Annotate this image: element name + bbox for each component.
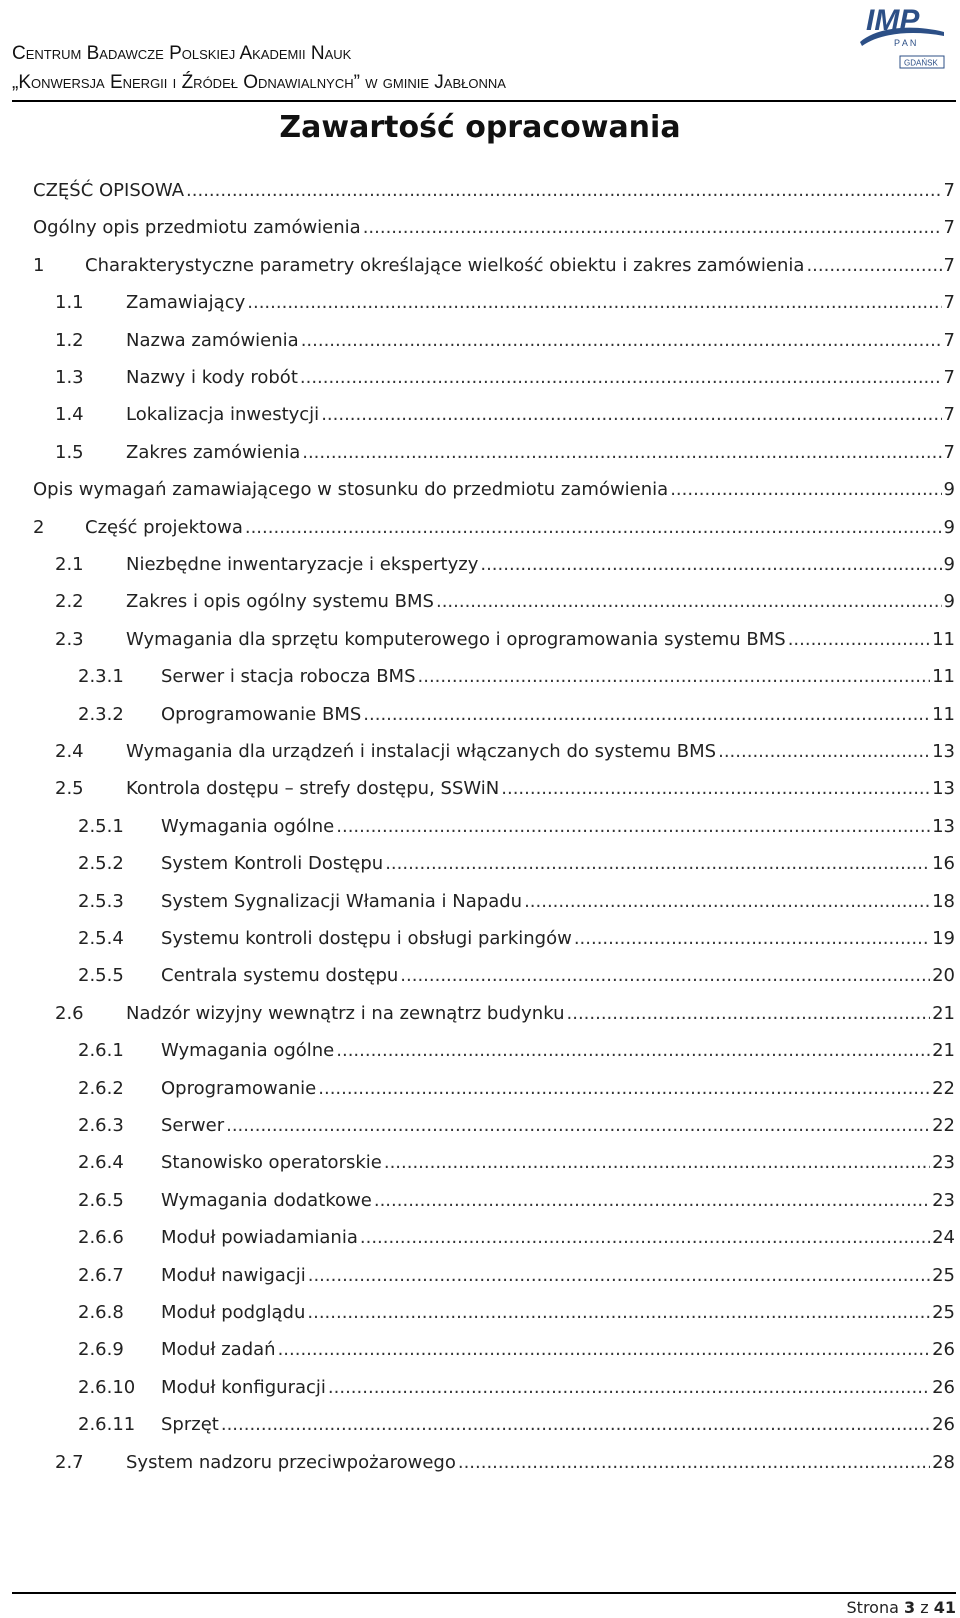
toc-entry-number: 2.2: [55, 591, 84, 613]
toc-entry-number: 2.6.10: [78, 1376, 136, 1398]
toc-entry-page: 7: [943, 367, 955, 388]
toc-entry[interactable]: [0, 179, 960, 203]
toc-entry-number: 2.4: [55, 741, 84, 762]
toc-entry[interactable]: [0, 441, 960, 465]
toc-entry-title: Niezbędne inwentaryzacje i ekspertyzy: [126, 554, 479, 575]
toc-dot-leader: [226, 1114, 930, 1138]
toc-entry[interactable]: [0, 516, 960, 540]
toc-entry-title: Część projektowa: [85, 516, 243, 538]
toc-dot-leader: [318, 1077, 930, 1101]
toc-entry[interactable]: [0, 1189, 960, 1213]
toc-entry[interactable]: [0, 890, 960, 914]
toc-entry-title: Serwer i stacja robocza BMS: [161, 666, 416, 688]
toc-entry[interactable]: [0, 1226, 960, 1250]
toc-entry-page: 22: [932, 1115, 955, 1136]
toc-entry-number: 1: [33, 254, 45, 276]
toc-entry[interactable]: [0, 1413, 960, 1437]
toc-entry-number: 1.5: [55, 441, 84, 463]
toc-entry-number: 2.5: [55, 778, 84, 800]
toc-entry[interactable]: [0, 740, 960, 764]
toc-entry[interactable]: [0, 628, 960, 652]
toc-dot-leader: [336, 1039, 930, 1063]
toc-dot-leader: [384, 1151, 930, 1175]
toc-entry-title: Moduł zadań: [161, 1339, 276, 1361]
toc-entry[interactable]: [0, 1077, 960, 1101]
toc-entry[interactable]: [0, 590, 960, 614]
toc-entry-number: 2.3.1: [78, 666, 124, 688]
toc-entry-page: 13: [932, 778, 955, 800]
toc-entry-title: Nazwy i kody robót: [126, 367, 298, 388]
page-label: Strona: [846, 1598, 899, 1617]
toc-entry-title: Wymagania dla urządzeń i instalacji włączanych do systemu BMS: [126, 741, 717, 762]
toc-entry-number: 2.6: [55, 1002, 84, 1024]
toc-dot-leader: [278, 1338, 931, 1362]
toc-entry-number: 2.6.11: [78, 1414, 136, 1436]
imp-pan-logo: [852, 2, 952, 74]
toc-dot-leader: [788, 628, 930, 652]
toc-dot-leader: [718, 740, 930, 764]
toc-entry-page: 22: [932, 1077, 955, 1099]
toc-entry-title: Moduł nawigacji: [161, 1264, 306, 1286]
toc-entry-number: 1.3: [55, 367, 84, 388]
toc-dot-leader: [301, 329, 942, 353]
toc-dot-leader: [501, 777, 930, 801]
toc-dot-leader: [806, 254, 941, 278]
toc-entry-page: 7: [943, 404, 955, 426]
toc-entry[interactable]: [0, 852, 960, 876]
toc-entry-number: 2.3.2: [78, 703, 124, 725]
toc-entry-page: 20: [932, 965, 955, 987]
toc-entry-title: Wymagania dla sprzętu komputerowego i oprogramowania systemu BMS: [126, 628, 786, 650]
toc-entry-page: 11: [932, 703, 955, 725]
toc-dot-leader: [567, 1002, 931, 1026]
toc-entry-page: 21: [932, 1040, 955, 1062]
toc-entry[interactable]: [0, 1376, 960, 1400]
toc-entry-page: 9: [943, 554, 955, 575]
logo-text: IMP: [866, 4, 920, 37]
toc-entry-title: Systemu kontroli dostępu i obsługi parkingów: [161, 928, 572, 949]
toc-entry-title: Lokalizacja inwestycji: [126, 404, 320, 426]
toc-dot-leader: [321, 403, 941, 427]
toc-entry[interactable]: [0, 1451, 960, 1475]
toc-entry-title: Moduł powiadamiania: [161, 1227, 358, 1249]
toc-entry-number: 2.6.7: [78, 1264, 124, 1286]
toc-entry[interactable]: [0, 366, 960, 390]
toc-entry-page: 19: [932, 928, 955, 949]
toc-entry[interactable]: [0, 927, 960, 951]
toc-entry[interactable]: [0, 1264, 960, 1288]
toc-entry[interactable]: [0, 777, 960, 801]
toc-entry[interactable]: [0, 815, 960, 839]
org-name-line1: Centrum Badawcze Polskiej Akademii Nauk: [12, 43, 352, 64]
toc-entry-number: 2: [33, 516, 45, 538]
page-total: 41: [933, 1598, 956, 1617]
toc-entry[interactable]: [0, 254, 960, 278]
toc-entry-title: Oprogramowanie: [161, 1077, 317, 1099]
toc-entry-page: 7: [943, 441, 955, 463]
toc-entry-number: 2.7: [55, 1451, 84, 1473]
toc-dot-leader: [336, 815, 930, 839]
toc-entry-page: 25: [932, 1302, 955, 1323]
toc-entry-title: Zakres zamówienia: [126, 441, 301, 463]
toc-entry[interactable]: [0, 1114, 960, 1138]
toc-entry-number: 2.5.3: [78, 890, 124, 912]
toc-entry-title: Wymagania dodatkowe: [161, 1189, 372, 1211]
toc-entry[interactable]: [0, 703, 960, 727]
toc-entry-number: 1.2: [55, 329, 84, 351]
page-footer: [12, 1592, 956, 1617]
toc-entry-title: Sprzęt: [161, 1414, 219, 1436]
toc-dot-leader: [245, 516, 942, 540]
toc-entry[interactable]: [0, 216, 960, 240]
toc-entry-page: 11: [932, 628, 955, 650]
toc-entry-page: 21: [932, 1002, 955, 1024]
toc-entry-number: 2.6.3: [78, 1115, 124, 1136]
page-header: [12, 0, 956, 102]
toc-dot-leader: [374, 1189, 930, 1213]
toc-dot-leader: [328, 1376, 930, 1400]
toc-dot-leader: [186, 179, 942, 203]
toc-entry-title: Oprogramowanie BMS: [161, 703, 362, 725]
toc-entry-number: 2.5.4: [78, 928, 124, 949]
toc-entry-page: 7: [943, 180, 955, 201]
toc-entry[interactable]: [0, 291, 960, 315]
toc-dot-leader: [302, 441, 941, 465]
toc-entry-title: Moduł podglądu: [161, 1302, 306, 1323]
toc-entry-page: 7: [943, 329, 955, 351]
toc-entry-page: 7: [943, 254, 955, 276]
toc-entry-page: 16: [932, 853, 955, 875]
toc-entry-number: 1.1: [55, 292, 84, 314]
toc-entry-page: 7: [943, 292, 955, 314]
toc-entry-page: 18: [932, 890, 955, 912]
toc-entry-number: 2.6.5: [78, 1189, 124, 1211]
toc-dot-leader: [247, 291, 941, 315]
toc-entry-number: 2.5.1: [78, 815, 124, 837]
toc-entry-page: 11: [932, 666, 955, 688]
toc-entry-number: 2.6.9: [78, 1339, 124, 1361]
toc-entry-title: Serwer: [161, 1115, 225, 1136]
page-number: [847, 1598, 956, 1617]
toc-dot-leader: [400, 964, 930, 988]
toc-entry[interactable]: [0, 1039, 960, 1063]
toc-entry-page: 26: [932, 1339, 955, 1361]
toc-dot-leader: [480, 553, 941, 577]
toc-entry[interactable]: [0, 403, 960, 427]
toc-entry-title: Centrala systemu dostępu: [161, 965, 399, 987]
toc-entry-page: 23: [932, 1152, 955, 1174]
page-separator: z: [920, 1598, 929, 1617]
toc-entry[interactable]: [0, 665, 960, 689]
toc-entry-title: Nazwa zamówienia: [126, 329, 299, 351]
toc-entry-page: 7: [943, 217, 955, 239]
toc-entry-title: Charakterystyczne parametry określające wielkość obiektu i zakres zamówienia: [85, 254, 805, 276]
toc-entry-number: 2.5.5: [78, 965, 124, 987]
toc-entry-number: 2.6.8: [78, 1302, 124, 1323]
toc-entry-title: Wymagania ogólne: [161, 815, 335, 837]
toc-entry-page: 13: [932, 815, 955, 837]
toc-entry-title: System Sygnalizacji Włamania i Napadu: [161, 890, 523, 912]
toc-entry[interactable]: [0, 553, 960, 577]
toc-entry-number: 2.6.6: [78, 1227, 124, 1249]
toc-entry-number: 1.4: [55, 404, 84, 426]
toc-entry[interactable]: [0, 478, 960, 502]
document-title: Zawartość opracowania: [279, 110, 681, 145]
page-current: 3: [904, 1598, 916, 1617]
toc-entry-number: 2.6.1: [78, 1040, 124, 1062]
toc-entry-page: 23: [932, 1189, 955, 1211]
toc-entry-page: 26: [932, 1376, 955, 1398]
toc-dot-leader: [418, 665, 931, 689]
toc-entry-title: Ogólny opis przedmiotu zamówienia: [33, 217, 361, 239]
logo-sub: P A N: [894, 38, 917, 48]
toc-entry-title: Opis wymagań zamawiającego w stosunku do przedmiotu zamówienia: [33, 479, 669, 501]
toc-entry-title: Nadzór wizyjny wewnątrz i na zewnątrz budynku: [126, 1002, 565, 1024]
toc-entry-title: Zakres i opis ogólny systemu BMS: [126, 591, 434, 613]
toc-entry-number: 2.3: [55, 628, 84, 650]
toc-entry-title: Zamawiający: [126, 292, 246, 314]
toc-entry[interactable]: [0, 1301, 960, 1325]
toc-dot-leader: [307, 1301, 930, 1325]
toc-entry[interactable]: [0, 1002, 960, 1026]
toc-dot-leader: [363, 216, 942, 240]
logo-city: GDAŃSK: [904, 58, 938, 68]
toc-dot-leader: [574, 927, 930, 951]
toc-dot-leader: [670, 478, 941, 502]
toc-entry[interactable]: [0, 329, 960, 353]
toc-entry-page: 25: [932, 1264, 955, 1286]
toc-entry-number: 2.1: [55, 554, 84, 575]
toc-dot-leader: [360, 1226, 930, 1250]
toc-dot-leader: [524, 890, 930, 914]
toc-entry-number: 2.5.2: [78, 853, 124, 875]
toc-entry-title: Moduł konfiguracji: [161, 1376, 326, 1398]
toc-dot-leader: [300, 366, 942, 390]
toc-entry[interactable]: [0, 1151, 960, 1175]
toc-dot-leader: [221, 1413, 930, 1437]
org-name-line2: „Konwersja Energii i Źródeł Odnawialnych” w gminie Jabłonna: [12, 72, 506, 93]
toc-entry-page: 24: [932, 1227, 955, 1249]
toc-entry-page: 9: [943, 591, 955, 613]
toc-entry-page: 26: [932, 1414, 955, 1436]
toc-entry-page: 13: [932, 741, 955, 762]
toc-entry-number: 2.6.4: [78, 1152, 124, 1174]
toc-entry-title: System nadzoru przeciwpożarowego: [126, 1451, 456, 1473]
toc-dot-leader: [458, 1451, 930, 1475]
toc-dot-leader: [308, 1264, 930, 1288]
toc-entry-title: Stanowisko operatorskie: [161, 1152, 382, 1174]
toc-dot-leader: [436, 590, 942, 614]
toc-entry-title: System Kontroli Dostępu: [161, 853, 384, 875]
toc-entry-number: 2.6.2: [78, 1077, 124, 1099]
toc-entry-page: 28: [932, 1451, 955, 1473]
toc-dot-leader: [363, 703, 930, 727]
toc-entry[interactable]: [0, 1338, 960, 1362]
toc-entry[interactable]: [0, 964, 960, 988]
toc-entry-title: CZĘŚĆ OPISOWA: [33, 180, 185, 201]
toc-entry-page: 9: [943, 516, 955, 538]
toc-entry-page: 9: [943, 479, 955, 501]
toc-entry-title: Kontrola dostępu – strefy dostępu, SSWiN: [126, 778, 500, 800]
toc-entry-title: Wymagania ogólne: [161, 1040, 335, 1062]
toc-dot-leader: [385, 852, 930, 876]
